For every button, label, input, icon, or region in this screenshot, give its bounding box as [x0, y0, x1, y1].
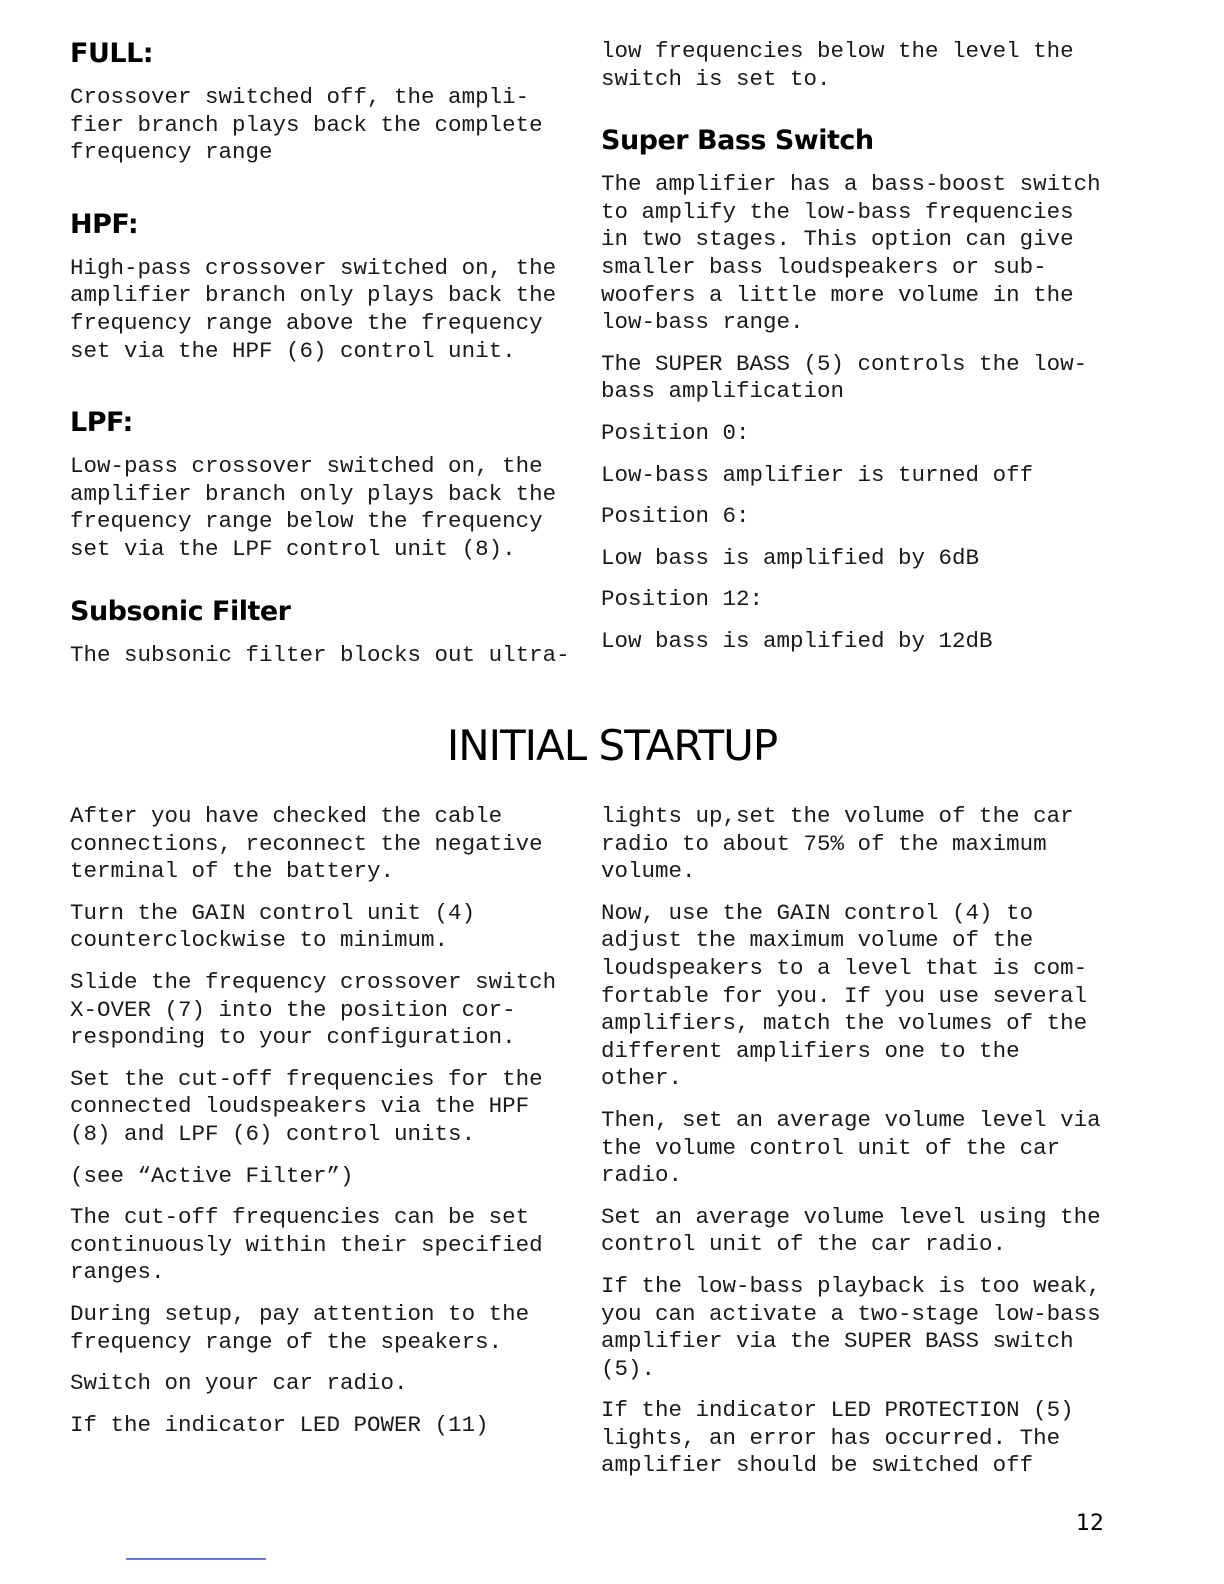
startup-paragraph-15: If the indicator LED PROTECTION (5) lights, an error has occurred. The amplifier should be switched off: [601, 1397, 1074, 1479]
subsonic-heading: Subsonic Filter: [70, 595, 291, 627]
position-6-label: Position 6:: [601, 503, 750, 530]
subsonic-continued-text: low frequencies below the level the switch is set to.: [601, 38, 1074, 92]
super-bass-control-text: The SUPER BASS (5) controls the low- bass amplification: [601, 350, 1088, 405]
page-number: 12: [1076, 1511, 1104, 1536]
super-bass-heading: Super Bass Switch: [601, 125, 874, 157]
startup-paragraph-4: Set the cut-off frequencies for the connected loudspeakers via the HPF (8) and LPF (6) control units.: [70, 1065, 543, 1147]
position-0-text: Low-bass amplifier is turned off: [601, 461, 1034, 488]
hpf-text: High-pass crossover switched on, the amplifier branch only plays back the frequency range above the frequency set via the HPF (6) control unit.: [70, 254, 557, 364]
hpf-heading: HPF:: [70, 208, 139, 240]
bottom-right-column: [601, 803, 1101, 1494]
startup-paragraph-2: Turn the GAIN control unit (4) counterclockwise to minimum.: [70, 899, 476, 954]
section-title: INITIAL STARTUP: [446, 721, 778, 770]
bottom-left-column: [70, 803, 570, 1453]
startup-paragraph-9: If the indicator LED POWER (11): [70, 1411, 489, 1438]
top-left-column: [70, 36, 570, 683]
top-right-column: [601, 38, 1101, 670]
startup-paragraph-13: Set an average volume level using the control unit of the car radio.: [601, 1203, 1101, 1258]
startup-paragraph-10: lights up,set the volume of the car radio to about 75% of the maximum volume.: [601, 803, 1074, 885]
startup-paragraph-5: (see “Active Filter”): [70, 1162, 354, 1189]
startup-paragraph-3: Slide the frequency crossover switch X-OVER (7) into the position cor- responding to your configuration.: [70, 968, 557, 1051]
full-text: Crossover switched off, the ampli- fier branch plays back the complete frequency range: [70, 84, 543, 166]
startup-paragraph-8: Switch on your car radio.: [70, 1370, 408, 1397]
position-0-label: Position 0:: [601, 419, 750, 446]
startup-paragraph-6: The cut-off frequencies can be set continuously within their specified ranges.: [70, 1204, 543, 1286]
lpf-text: Low-pass crossover switched on, the amplifier branch only plays back the frequency range below the frequency set via the LPF control unit (8).: [70, 453, 557, 562]
lpf-heading: LPF:: [70, 407, 133, 439]
startup-paragraph-1: After you have checked the cable connections, reconnect the negative terminal of the battery.: [70, 803, 543, 885]
startup-paragraph-7: During setup, pay attention to the frequency range of the speakers.: [70, 1300, 530, 1355]
position-12-label: Position 12:: [601, 586, 764, 613]
subsonic-text: The subsonic filter blocks out ultra-: [70, 641, 570, 668]
startup-paragraph-11: Now, use the GAIN control (4) to adjust the maximum volume of the loudspeakers to a level that is com- fortable for you. If you use several amplifiers, match the volumes of the different amplifiers one to the other.: [601, 899, 1088, 1092]
full-heading: FULL:: [70, 38, 154, 69]
position-12-text: Low bass is amplified by 12dB: [601, 627, 993, 654]
startup-paragraph-12: Then, set an average volume level via the volume control unit of the car radio.: [601, 1106, 1101, 1189]
startup-paragraph-14: If the low-bass playback is too weak, you can activate a two-stage low-bass amplifier via the SUPER BASS switch (5).: [601, 1272, 1101, 1382]
position-6-text: Low bass is amplified by 6dB: [601, 544, 980, 571]
footer-divider: [126, 1558, 266, 1560]
super-bass-text: The amplifier has a bass-boost switch to amplify the low-bass frequencies in two stages. This option can give smaller bass loudspeakers or sub- woofers a little more volume in the low-bass range.: [601, 171, 1101, 336]
